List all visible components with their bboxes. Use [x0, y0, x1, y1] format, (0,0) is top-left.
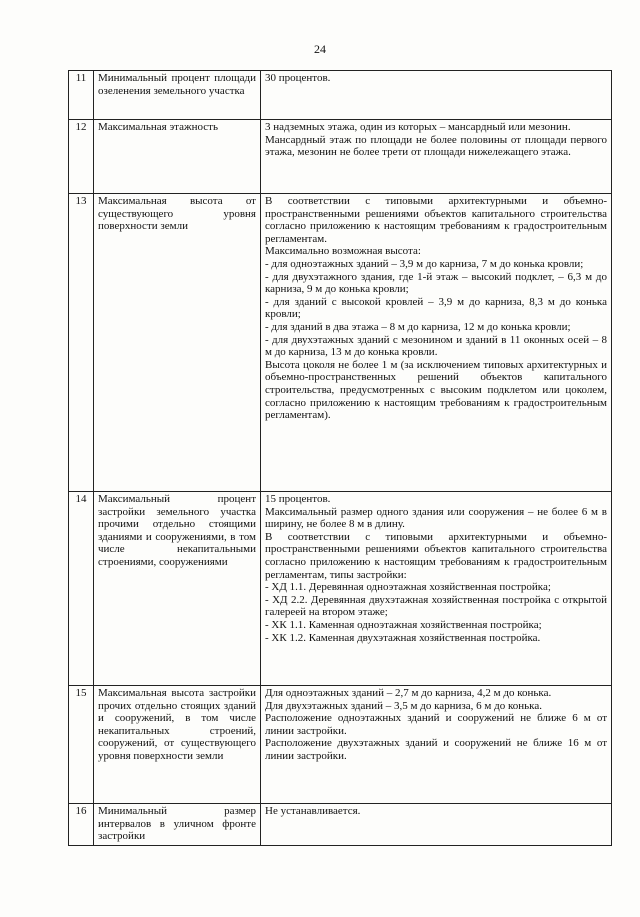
value-paragraph: Для двухэтажных зданий – 3,5 м до карниза, 6 м до конька. [265, 699, 542, 712]
value-paragraph: - для зданий с высокой кровлей – 3,9 м до карниза, 8,3 м до конька кровли; [265, 295, 607, 321]
value-paragraph: Для одноэтажных зданий – 2,7 м до карниза, 4,2 м до конька. [265, 687, 552, 699]
row-number: 12 [69, 120, 94, 194]
value-paragraph: - ХД 2.2. Деревянная двухэтажная хозяйственная постройка с открытой галереей на втором этаже; [265, 593, 607, 619]
value-paragraph: В соответствии с типовыми архитектурными и объемно-пространственными решениями объектов капитального строительства согласно приложению к настоящим требованиям к градостроительным регламентам. [265, 195, 607, 245]
parameter-value [261, 194, 612, 492]
parameter-value [261, 71, 612, 120]
value-paragraph: Расположение двухэтажных зданий и сооружений не ближе 16 м от линии застройки. [265, 737, 607, 762]
parameter-name: Максимальная высота застройки прочих отдельно стоящих зданий и сооружений, в том числе некапитальных строений, сооружений, от существующего уровня поверхности земли [94, 686, 261, 804]
table-row [69, 686, 612, 804]
value-paragraph: - ХД 1.1. Деревянная одноэтажная хозяйственная постройка; [265, 581, 551, 594]
parameter-value [261, 686, 612, 804]
value-paragraph: Максимальный размер одного здания или сооружения – не более 6 м в ширину, не более 8 м в длину. [265, 505, 607, 531]
value-paragraph: Максимально возможная высота: [265, 245, 421, 258]
value-paragraph: Высота цоколя не более 1 м (за исключением типовых архитектурных и объемно-пространственных решений объектов капитального строительства, предусмотренных с высоким подклетом или цоколем, согласно приложению к настоящим требованиям к градостроительным регламентам). [265, 358, 607, 422]
value-paragraph: - ХК 1.1. Каменная одноэтажная хозяйственная постройка; [265, 618, 542, 631]
parameter-name: Максимальный процент застройки земельного участка прочими отдельно стоящими зданиями и сооружениями, в том числе некапитальными строениями, сооружениями [94, 492, 261, 686]
value-paragraph: 3 надземных этажа, один из которых – мансардный или мезонин. [265, 121, 571, 133]
table-row [69, 120, 612, 194]
value-paragraph: 15 процентов. [265, 493, 331, 505]
row-number: 15 [69, 686, 94, 804]
parameter-name: Максимальная высота от существующего уровня поверхности земли [94, 194, 261, 492]
regulations-table [68, 70, 612, 846]
parameter-name: Максимальная этажность [94, 120, 261, 194]
row-number: 11 [69, 71, 94, 120]
value-paragraph: - ХК 1.2. Каменная двухэтажная хозяйственная постройка. [265, 631, 541, 644]
value-paragraph: - для двухэтажного здания, где 1-й этаж – высокий подклет, – 6,3 м до карниза, 9 м до конька кровли; [265, 270, 607, 296]
parameter-value [261, 492, 612, 686]
table-row [69, 492, 612, 686]
row-number: 16 [69, 804, 94, 846]
row-number: 14 [69, 492, 94, 686]
parameter-value [261, 804, 612, 846]
value-paragraph: Не устанавливается. [265, 805, 361, 817]
value-paragraph: - для зданий в два этажа – 8 м до карниза, 12 м до конька кровли; [265, 320, 571, 333]
value-paragraph: В соответствии с типовыми архитектурными и объемно-пространственными решениями объектов капитального строительства согласно приложению к настоящим требованиям к градостроительным регламентам, типы застройки: [265, 530, 607, 581]
parameter-name: Минимальный размер интервалов в уличном фронте застройки [94, 804, 261, 846]
value-paragraph: - для одноэтажных зданий – 3,9 м до карниза, 7 м до конька кровли; [265, 257, 584, 270]
parameter-name: Минимальный процент площади озеленения земельного участка [94, 71, 261, 120]
row-number: 13 [69, 194, 94, 492]
parameter-value [261, 120, 612, 194]
page-number: 24 [314, 42, 326, 56]
value-paragraph: - для двухэтажных зданий с мезонином и зданий в 11 оконных осей – 8 м до карниза, 13 м до конька кровли. [265, 333, 607, 359]
table-row [69, 804, 612, 846]
table-row [69, 71, 612, 120]
value-paragraph: Расположение одноэтажных зданий и сооружений не ближе 6 м от линии застройки. [265, 712, 607, 737]
value-paragraph: 30 процентов. [265, 72, 331, 84]
table-row [69, 194, 612, 492]
value-paragraph: Мансардный этаж по площади не более половины от площади первого этажа, мезонин не более трети от площади нижележащего этажа. [265, 133, 607, 159]
